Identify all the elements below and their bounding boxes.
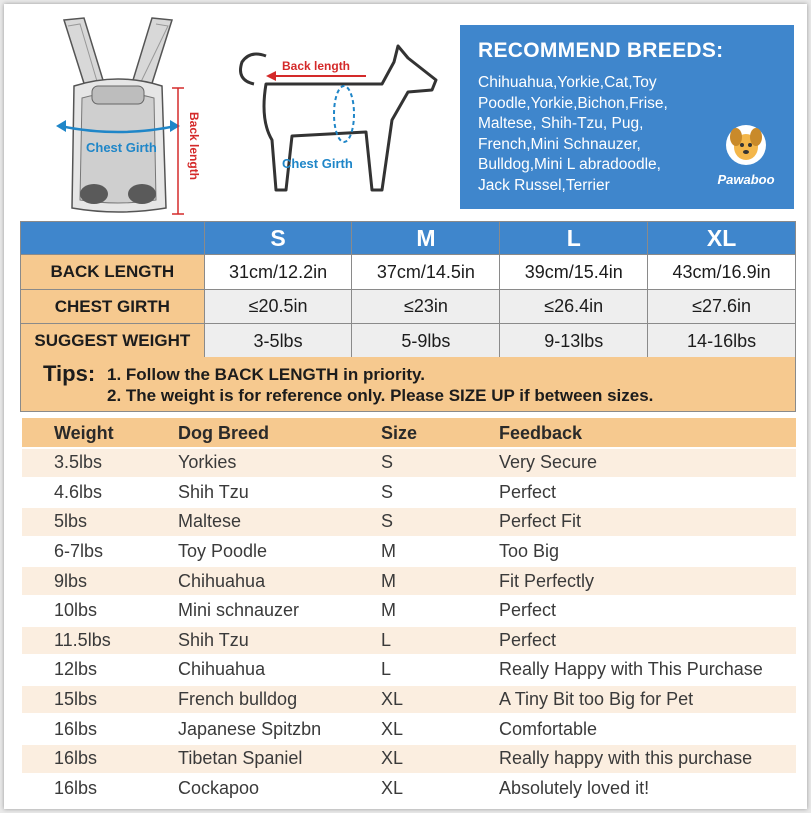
- size-cell: S: [381, 478, 499, 508]
- tips-banner: [20, 357, 796, 412]
- feedback-cell: Perfect Fit: [499, 507, 796, 537]
- pet-carrier-illustration: [44, 12, 214, 218]
- weight-cell: 15lbs: [22, 685, 178, 715]
- feedback-cell: Really happy with this purchase: [499, 744, 796, 774]
- weight-cell: 16lbs: [22, 714, 178, 744]
- table-row: [22, 714, 796, 744]
- table-row: [22, 596, 796, 626]
- size-cell: 39cm/15.4in: [500, 255, 648, 290]
- dog-face-icon: [722, 123, 770, 167]
- size-cell: XL: [381, 714, 499, 744]
- size-cell: S: [381, 448, 499, 478]
- column-header-dog-breed: Dog Breed: [178, 418, 381, 448]
- weight-cell: 4.6lbs: [22, 478, 178, 508]
- tip-line-1: 1. Follow the BACK LENGTH in priority.: [107, 365, 425, 384]
- table-row: [22, 537, 796, 567]
- weight-cell: 11.5lbs: [22, 626, 178, 656]
- tips-label: Tips:: [43, 361, 96, 386]
- size-cell: ≤26.4in: [500, 290, 648, 324]
- size-cell: L: [381, 655, 499, 685]
- size-chart-table: [20, 221, 796, 359]
- feedback-cell: Perfect: [499, 626, 796, 656]
- weight-cell: 3.5lbs: [22, 448, 178, 478]
- logo-text: Pawaboo: [717, 172, 775, 187]
- table-row: [22, 774, 796, 804]
- size-cell: S: [381, 507, 499, 537]
- weight-cell: 5lbs: [22, 507, 178, 537]
- size-header-xl: XL: [648, 222, 796, 255]
- size-cell: L: [381, 626, 499, 656]
- dog-chest-girth-label: Chest Girth: [282, 156, 353, 171]
- breeds-line: Poodle,Yorkie,Bichon,Frise,: [478, 94, 668, 112]
- size-cell: M: [381, 566, 499, 596]
- customer-feedback-table: [22, 418, 796, 803]
- row-label: CHEST GIRTH: [21, 290, 205, 324]
- breeds-line: Chihuahua,Yorkie,Cat,Toy: [478, 74, 657, 91]
- table-row: [22, 685, 796, 715]
- table-row: [22, 507, 796, 537]
- breeds-line: Jack Russel,Terrier: [478, 176, 610, 194]
- size-header-blank: [21, 222, 205, 255]
- size-cell: 14-16lbs: [648, 324, 796, 359]
- size-chart-card: [4, 4, 807, 809]
- feedback-cell: Very Secure: [499, 448, 796, 478]
- column-header-feedback: Feedback: [499, 418, 796, 448]
- breed-cell: Tibetan Spaniel: [178, 744, 381, 774]
- table-row: [22, 626, 796, 656]
- table-row: [22, 744, 796, 774]
- feedback-cell: Perfect: [499, 478, 796, 508]
- size-cell: XL: [381, 744, 499, 774]
- feedback-cell: Comfortable: [499, 714, 796, 744]
- feedback-cell: Perfect: [499, 596, 796, 626]
- carrier-chest-girth-label: Chest Girth: [86, 140, 157, 155]
- feedback-cell: Really Happy with This Purchase: [499, 655, 796, 685]
- breeds-line: French,Mini Schnauzer,: [478, 135, 641, 153]
- weight-cell: 16lbs: [22, 774, 178, 804]
- weight-cell: 12lbs: [22, 655, 178, 685]
- recommend-breeds-list: [478, 73, 708, 196]
- size-header-m: M: [352, 222, 500, 255]
- size-cell: 3-5lbs: [204, 324, 352, 359]
- breed-cell: Maltese: [178, 507, 381, 537]
- carrier-back-length-label: Back length: [187, 112, 201, 181]
- size-cell: M: [381, 596, 499, 626]
- breed-cell: Toy Poodle: [178, 537, 381, 567]
- breed-cell: Yorkies: [178, 448, 381, 478]
- breed-cell: Mini schnauzer: [178, 596, 381, 626]
- row-label: BACK LENGTH: [21, 255, 205, 290]
- size-cell: 43cm/16.9in: [648, 255, 796, 290]
- recommend-breeds-title: RECOMMEND BREEDS:: [478, 39, 724, 62]
- size-header-l: L: [500, 222, 648, 255]
- breed-cell: French bulldog: [178, 685, 381, 715]
- dog-back-length-label: Back length: [282, 59, 351, 73]
- chest-girth-row: [21, 290, 796, 324]
- breed-cell: Chihuahua: [178, 655, 381, 685]
- breed-cell: Shih Tzu: [178, 626, 381, 656]
- feedback-cell: Absolutely loved it!: [499, 774, 796, 804]
- back-length-row: [21, 255, 796, 290]
- table-row: [22, 448, 796, 478]
- feedback-cell: Too Big: [499, 537, 796, 567]
- row-label: SUGGEST WEIGHT: [21, 324, 205, 359]
- size-cell: 9-13lbs: [500, 324, 648, 359]
- size-cell: ≤20.5in: [204, 290, 352, 324]
- size-cell: 31cm/12.2in: [204, 255, 352, 290]
- size-cell: M: [381, 537, 499, 567]
- column-header-size: Size: [381, 418, 499, 448]
- dog-measurement-illustration: [232, 40, 444, 196]
- breeds-line: Maltese, Shih-Tzu, Pug,: [478, 115, 644, 132]
- size-cell: ≤23in: [352, 290, 500, 324]
- size-cell: 5-9lbs: [352, 324, 500, 359]
- tip-line-2: 2. The weight is for reference only. Please SIZE UP if between sizes.: [107, 386, 654, 405]
- table-row: [22, 655, 796, 685]
- size-header-row: [21, 222, 796, 255]
- breed-cell: Shih Tzu: [178, 478, 381, 508]
- size-cell: XL: [381, 685, 499, 715]
- weight-cell: 10lbs: [22, 596, 178, 626]
- pawaboo-logo: [716, 123, 776, 189]
- feedback-header-row: [22, 418, 796, 448]
- table-row: [22, 478, 796, 508]
- table-row: [22, 566, 796, 596]
- column-header-weight: Weight: [22, 418, 178, 448]
- size-header-s: S: [204, 222, 352, 255]
- suggest-weight-row: [21, 324, 796, 359]
- size-cell: XL: [381, 774, 499, 804]
- recommend-breeds-panel: [460, 25, 794, 209]
- weight-cell: 6-7lbs: [22, 537, 178, 567]
- breed-cell: Japanese Spitzbn: [178, 714, 381, 744]
- weight-cell: 16lbs: [22, 744, 178, 774]
- size-cell: ≤27.6in: [648, 290, 796, 324]
- breeds-line: Bulldog,Mini L abradoodle,: [478, 156, 661, 173]
- feedback-cell: Fit Perfectly: [499, 566, 796, 596]
- breed-cell: Cockapoo: [178, 774, 381, 804]
- weight-cell: 9lbs: [22, 566, 178, 596]
- feedback-cell: A Tiny Bit too Big for Pet: [499, 685, 796, 715]
- size-cell: 37cm/14.5in: [352, 255, 500, 290]
- breed-cell: Chihuahua: [178, 566, 381, 596]
